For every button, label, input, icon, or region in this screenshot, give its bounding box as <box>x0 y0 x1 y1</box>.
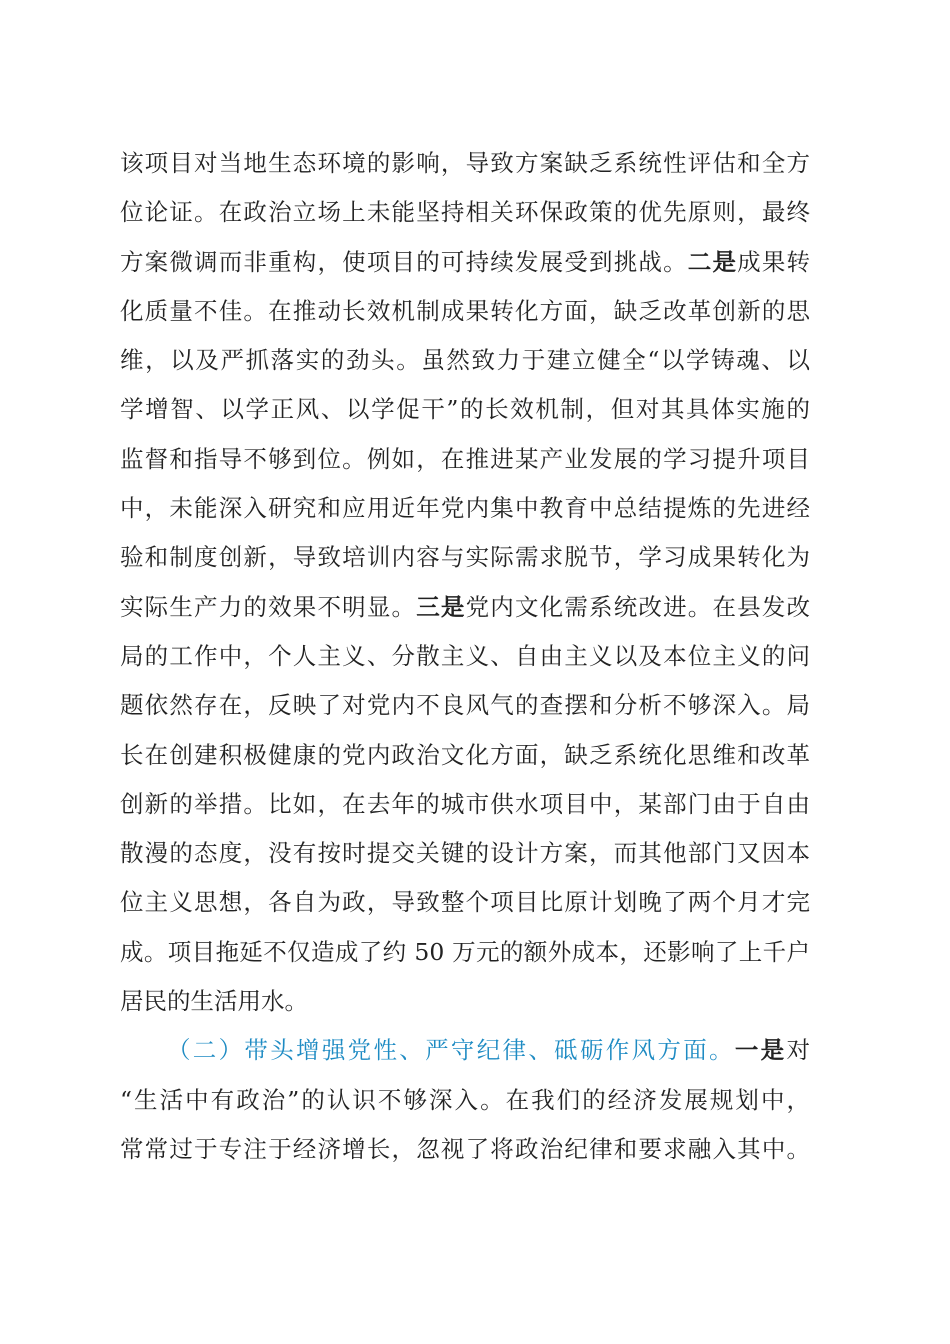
text-line: 维，以及严抓落实的劲头。虽然致力于建立健全“以学铸魂、以 <box>120 346 810 375</box>
text-line: 长在创建积极健康的党内政治文化方面，缺乏系统化思维和改革 <box>120 740 810 769</box>
body-text <box>120 139 810 1174</box>
text-run: 党内文化需系统改进。在县发改 <box>465 592 811 621</box>
text-run: 方案微调而非重构，使项目的可持续发展受到挑战。 <box>120 247 688 276</box>
text-line: 局的工作中，个人主义、分散主义、自由主义以及本位主义的问 <box>120 641 810 670</box>
text-line: 散漫的态度，没有按时提交关键的设计方案，而其他部门又因本 <box>120 839 810 868</box>
text-line: 成。项目拖延不仅造成了约 50 万元的额外成本，还影响了上千户 <box>120 937 810 966</box>
emphasis-second: 二是 <box>687 247 738 276</box>
text-line: 学增智、以学正风、以学促干”的长效机制，但对其具体实施的 <box>120 395 810 424</box>
text-line: 位论证。在政治立场上未能坚持相关环保政策的优先原则，最终 <box>120 198 810 227</box>
text-line: 中，未能深入研究和应用近年党内集中教育中总结提炼的先进经 <box>120 494 810 523</box>
text-line: 该项目对当地生态环境的影响，导致方案缺乏系统性评估和全方 <box>120 149 810 177</box>
emphasis-first: 一是 <box>734 1036 787 1065</box>
section-heading: （二）带头增强党性、严守纪律、砥砺作风方面。 <box>167 1036 735 1065</box>
emphasis-third: 三是 <box>416 592 466 621</box>
section-heading-line <box>120 1026 810 1075</box>
text-line: 创新的举措。比如，在去年的城市供水项目中，某部门由于自由 <box>120 789 810 818</box>
text-line: 题依然存在，反映了对党内不良风气的查摆和分析不够深入。局 <box>120 691 810 720</box>
text-line: 监督和指导不够到位。例如，在推进某产业发展的学习提升项目 <box>120 444 810 473</box>
text-line: 居民的生活用水。 <box>120 987 308 1016</box>
text-line <box>120 238 810 287</box>
text-line: 验和制度创新，导致培训内容与实际需求脱节，学习成果转化为 <box>120 543 810 572</box>
text-line: “生活中有政治”的认识不够深入。在我们的经济发展规划中， <box>120 1085 810 1114</box>
text-line: 化质量不佳。在推动长效机制成果转化方面，缺乏改革创新的思 <box>120 296 810 325</box>
text-run: 对 <box>786 1036 810 1065</box>
text-line <box>120 583 810 632</box>
text-run: 成果转 <box>737 247 811 276</box>
text-line: 常常过于专注于经济增长，忽视了将政治纪律和要求融入其中。 <box>120 1134 810 1163</box>
text-line: 位主义思想，各自为政，导致整个项目比原计划晚了两个月才完 <box>120 888 810 917</box>
text-run: 实际生产力的效果不明显。 <box>120 592 417 621</box>
